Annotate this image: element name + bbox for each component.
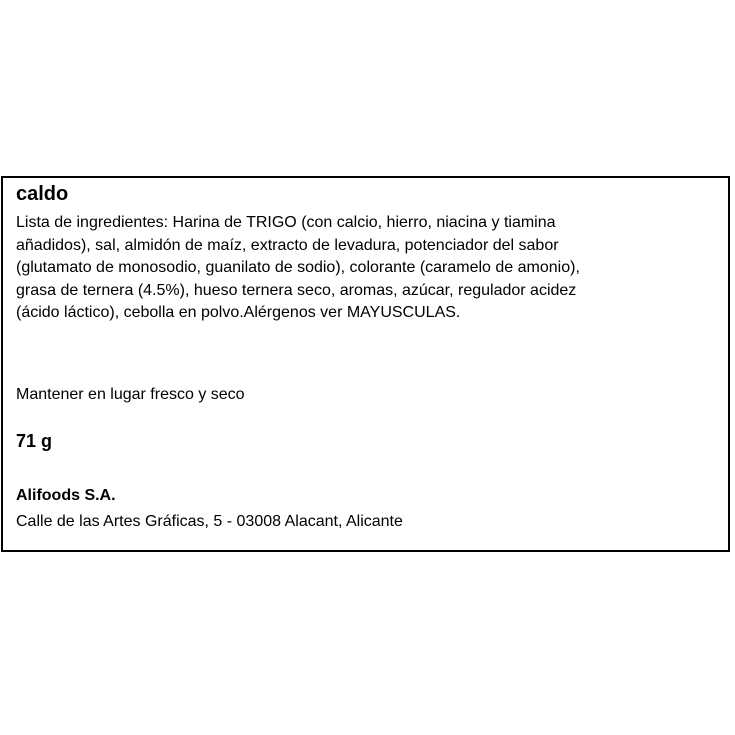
ingredients-line: (ácido láctico), cebolla en polvo.Alérgenos ver MAYUSCULAS. [16,304,461,321]
company-address: Calle de las Artes Gráficas, 5 - 03008 Alacant, Alicante [16,513,403,530]
ingredients-line: Lista de ingredientes: Harina de TRIGO (con calcio, hierro, niacina y tiamina [16,214,556,231]
company-name: Alifoods S.A. [16,487,116,504]
ingredients-line: añadidos), sal, almidón de maíz, extracto de levadura, potenciador del sabor [16,236,559,254]
ingredients-line: grasa de ternera (4.5%), hueso ternera seco, aromas, azúcar, regulador acidez [16,281,577,299]
product-label-card [1,176,730,552]
storage-instructions: Mantener en lugar fresco y seco [16,386,245,403]
ingredients-list [16,212,716,325]
product-name: caldo [16,183,69,205]
ingredients-line: (glutamato de monosodio, guanilato de sodio), colorante (caramelo de amonio), [16,259,580,276]
net-weight: 71 g [16,431,53,451]
